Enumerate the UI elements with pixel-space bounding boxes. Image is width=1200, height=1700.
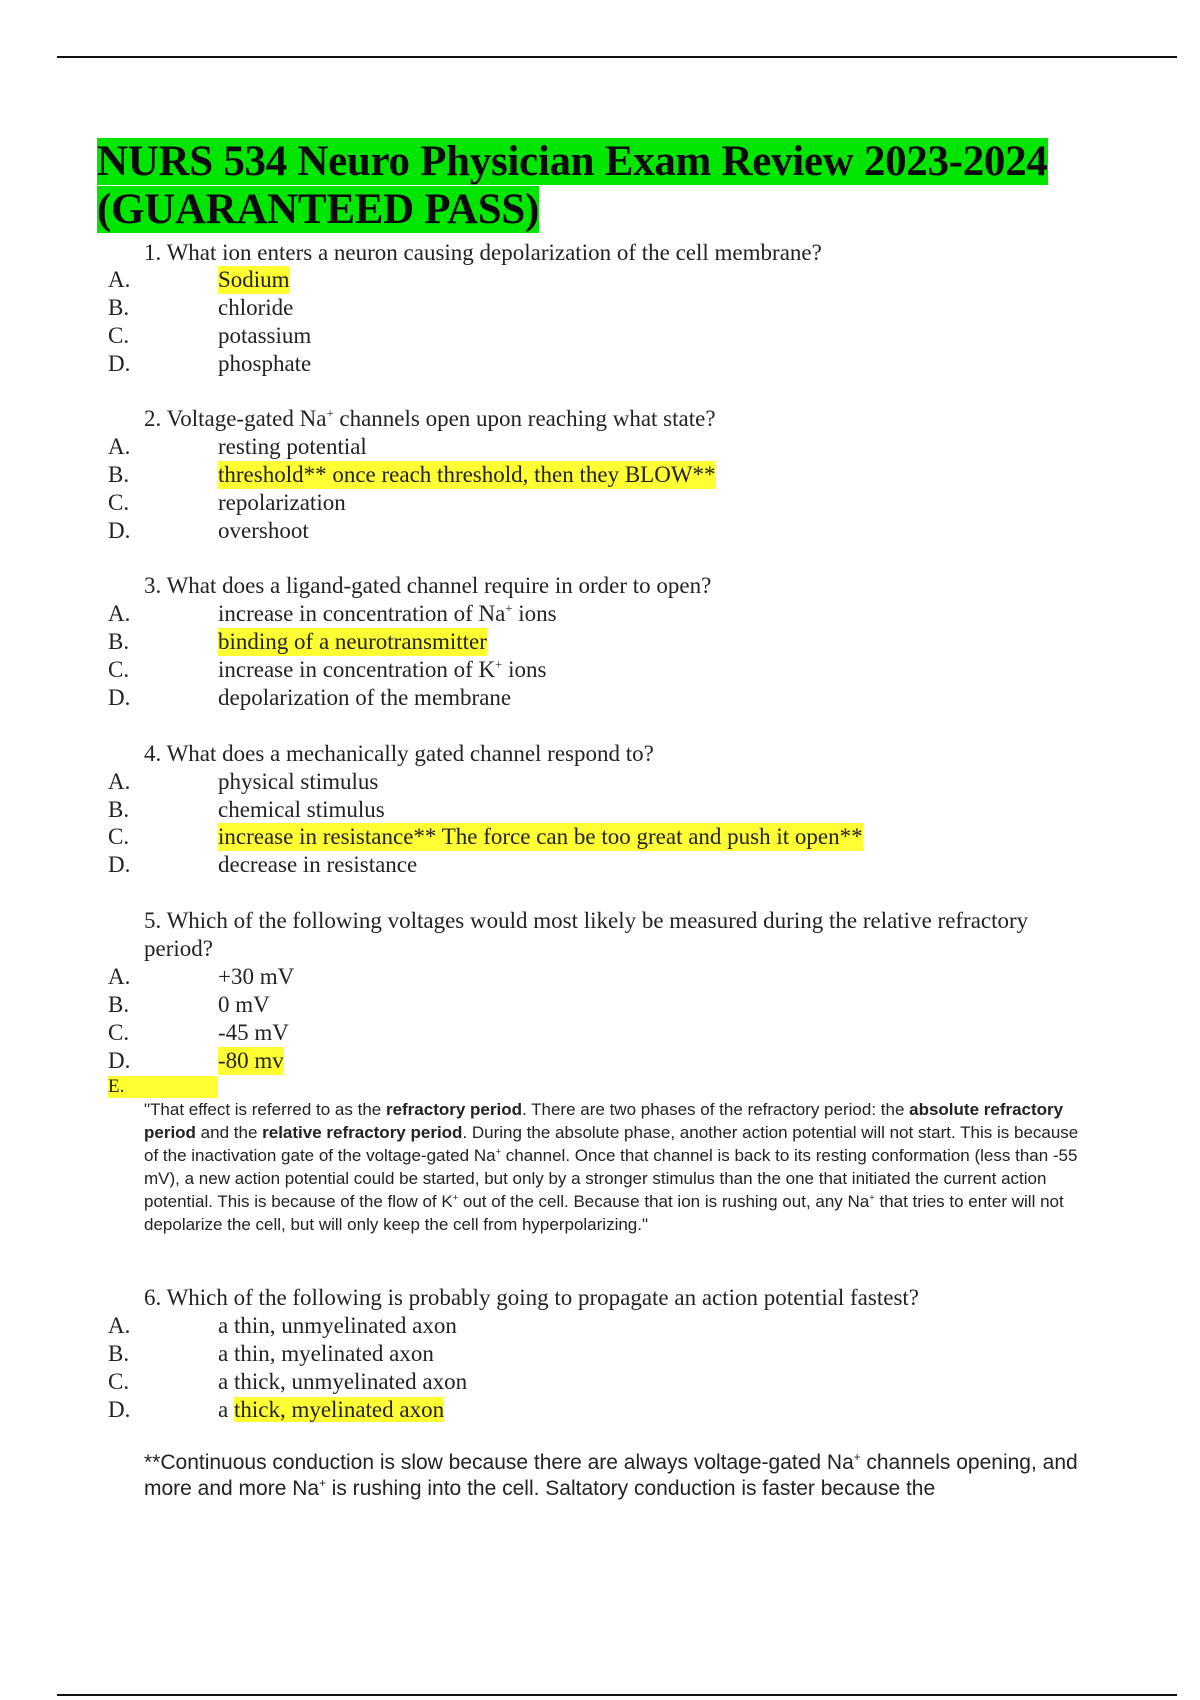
option-letter: D. [108, 852, 131, 877]
option-letter: B. [108, 992, 130, 1017]
option-letter: A. [108, 1313, 131, 1338]
option-text: decrease in resistance [218, 852, 418, 877]
q6-option-b [108, 1340, 1108, 1368]
superscript: + [495, 1146, 502, 1157]
q2-text: 2. Voltage-gated Na [144, 406, 327, 431]
document-title [97, 138, 1097, 234]
q1-option-a [108, 266, 1108, 294]
superscript: + [853, 1452, 861, 1464]
note-text: out of the cell. Because that ion is rushing out, any Na [458, 1192, 870, 1211]
q5-option-c [108, 1019, 1108, 1047]
q2-option-a [108, 433, 1108, 461]
q4-option-a [108, 768, 1108, 796]
superscript: + [319, 1478, 326, 1490]
option-letter: C. [108, 323, 130, 348]
q6-option-c [108, 1368, 1108, 1396]
question-5: 5. Which of the following voltages would most likely be measured during the relative refractory period? [144, 908, 1029, 961]
option-text: chemical stimulus [218, 797, 385, 822]
q1-option-c [108, 322, 1108, 350]
option-letter: A. [108, 434, 131, 459]
option-text: a thin, myelinated axon [218, 1341, 434, 1366]
option-text: chloride [218, 295, 294, 320]
option-letter: A. [108, 964, 131, 989]
option-text: overshoot [218, 518, 309, 543]
option-letter: B. [108, 629, 130, 654]
option-letter: C. [108, 824, 130, 849]
q5-option-b [108, 991, 1108, 1019]
option-letter: C. [108, 490, 130, 515]
option-letter: B. [108, 1341, 130, 1366]
option-text-correct: threshold** once reach threshold, then they BLOW** [218, 462, 716, 487]
option-letter: D. [108, 1048, 131, 1073]
option-text-part: increase in concentration of K [218, 657, 496, 682]
note-bold: refractory period [385, 1100, 522, 1119]
q2-text: channels open upon reaching what state? [333, 406, 716, 431]
note-text: . There are two phases of the refractory period: the [522, 1100, 910, 1119]
option-letter: A. [108, 601, 131, 626]
option-text: -45 mV [218, 1020, 289, 1045]
note-text: . During the absolute phase, another action potential will not start. This is because of the inactivation gate of the voltage-gated Na [144, 1123, 1079, 1165]
note-text: channels opening, and more and more Na [144, 1451, 1078, 1500]
option-text: phosphate [218, 351, 312, 376]
option-letter: D. [108, 1397, 131, 1422]
title-line-2: (GUARANTEED PASS) [97, 186, 540, 233]
q3-option-a [108, 600, 1108, 628]
superscript: + [869, 1192, 875, 1203]
option-text [218, 656, 546, 684]
title-line-1: NURS 534 Neuro Physician Exam Review 2023-2024 [97, 138, 1048, 185]
note-bold: absolute refractory period [144, 1100, 1064, 1142]
option-letter: D. [108, 685, 131, 710]
q2-option-c [108, 489, 1108, 517]
q3-option-d [108, 684, 1108, 712]
q5-option-d [108, 1047, 1108, 1075]
q2-option-d [108, 517, 1108, 545]
q4-option-d [108, 851, 1108, 879]
note-text: that tries to enter will not depolarize the cell, but will only keep the cell from hyperpolarizing." [144, 1192, 1064, 1234]
option-letter: D. [108, 518, 131, 543]
option-text: repolarization [218, 490, 346, 515]
option-letter: A. [108, 769, 131, 794]
option-text: potassium [218, 323, 312, 348]
question-1: 1. What ion enters a neuron causing depolarization of the cell membrane? [144, 240, 822, 265]
note-text: "That effect is referred to as the [144, 1100, 386, 1119]
option-letter: C. [108, 1020, 130, 1045]
option-text-part: increase in concentration of Na [218, 601, 506, 626]
option-text-part: ions [502, 657, 547, 682]
option-text: a thick, unmyelinated axon [218, 1369, 468, 1394]
option-letter: A. [108, 267, 131, 292]
option-text-correct: thick, myelinated axon [233, 1397, 445, 1422]
option-text: a thin, unmyelinated axon [218, 1313, 457, 1338]
q5-explanation [144, 1098, 1084, 1236]
q2-option-b [108, 461, 1108, 489]
q1-option-d [108, 350, 1108, 378]
q5-option-e [108, 1073, 1108, 1101]
superscript: + [505, 601, 513, 616]
q6-option-d [108, 1396, 1108, 1424]
question-2 [144, 405, 1094, 433]
q3-option-c [108, 656, 1108, 684]
question-6: 6. Which of the following is probably going to propagate an action potential fastest? [144, 1285, 919, 1310]
q3-option-b [108, 628, 1108, 656]
superscript: + [452, 1192, 459, 1203]
option-letter: D. [108, 351, 131, 376]
note-text: channel. Once that channel is back to its resting conformation (less than -55 mV), a new action potential could be started, but only by a stronger stimulus than the one that initiated the current action potential. This is because of the flow of K [144, 1146, 1078, 1211]
option-text: physical stimulus [218, 769, 379, 794]
question-3: 3. What does a ligand-gated channel require in order to open? [144, 573, 712, 598]
option-text-correct: binding of a neurotransmitter [218, 629, 487, 654]
option-letter: B. [108, 797, 130, 822]
option-text-correct: -80 mv [218, 1048, 284, 1073]
q4-option-b [108, 796, 1108, 824]
option-letter: C. [108, 1369, 130, 1394]
option-text-correct: Sodium [218, 267, 290, 292]
top-rule [57, 56, 1177, 58]
note-bold: relative refractory period [262, 1123, 463, 1142]
option-letter: E. [108, 1076, 125, 1097]
option-text-correct: increase in resistance** The force can be too great and push it open** [218, 824, 863, 849]
option-text [218, 600, 557, 628]
note-text: is rushing into the cell. Saltatory conduction is faster because the [325, 1477, 936, 1500]
question-4: 4. What does a mechanically gated channel respond to? [144, 741, 654, 766]
option-text [218, 1396, 444, 1424]
option-letter: C. [108, 657, 130, 682]
superscript: + [495, 657, 503, 672]
option-letter: B. [108, 295, 130, 320]
q4-option-c [108, 823, 1108, 851]
option-text: resting potential [218, 434, 367, 459]
q6-explanation [144, 1450, 1094, 1502]
option-letter: B. [108, 462, 130, 487]
note-text: and the [195, 1123, 263, 1142]
option-text: depolarization of the membrane [218, 685, 512, 710]
option-text: 0 mV [218, 992, 270, 1017]
option-text-part: ions [512, 601, 557, 626]
option-text-part: a [218, 1397, 234, 1422]
bottom-rule [57, 1694, 1177, 1696]
q6-option-a [108, 1312, 1108, 1340]
option-text: +30 mV [218, 964, 295, 989]
q5-option-a [108, 963, 1108, 991]
note-text: **Continuous conduction is slow because there are always voltage-gated Na [144, 1451, 854, 1474]
superscript: + [326, 406, 334, 421]
q1-option-b [108, 294, 1108, 322]
